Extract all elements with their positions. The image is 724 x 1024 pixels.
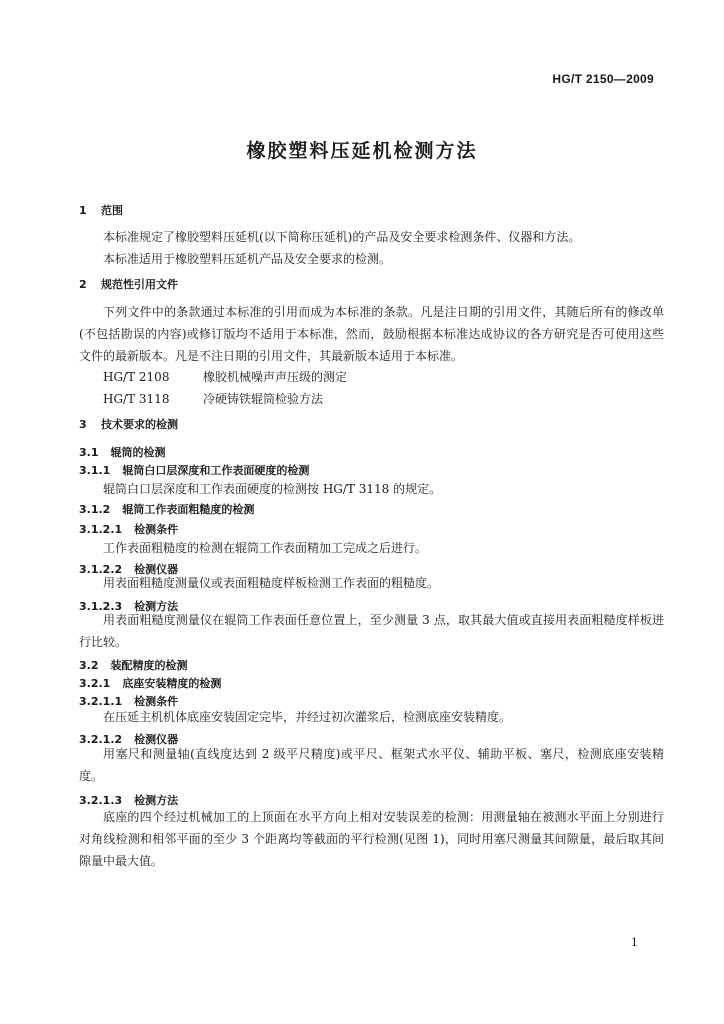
subsection-3-1-1-heading xyxy=(79,462,309,478)
section-title: 底座安装精度的检测 xyxy=(122,677,222,690)
section-number: 3.1.2.3 xyxy=(79,600,123,613)
section-title: 规范性引用文件 xyxy=(101,278,178,291)
reference-list xyxy=(103,366,347,410)
subsection-3-2-1-1-text: 在压延主机机体底座安装固定完毕，并经过初次灌浆后，检测底座安装精度。 xyxy=(103,710,512,724)
section-number: 3.2.1 xyxy=(79,677,111,690)
section-2-heading xyxy=(79,276,178,292)
section-number: 3.1.1 xyxy=(79,464,111,477)
section-title: 技术要求的检测 xyxy=(101,418,178,431)
reference-code: HG/T 2108 xyxy=(103,370,170,384)
section-number: 3.2.1.3 xyxy=(79,794,123,807)
subsection-3-2-1-2-text: 用塞尺和测量轴(直线度达到 2 级平尺精度)或平尺、框架式水平仪、辅助平板、塞尺，检测底座安装精度。 xyxy=(79,747,664,783)
subsection-3-1-1-text: 辊筒白口层深度和工作表面硬度的检测按 HG/T 3118 的规定。 xyxy=(103,482,442,496)
subsection-3-1-2-1-text: 工作表面粗糙度的检测在辊筒工作表面精加工完成之后进行。 xyxy=(103,541,428,555)
subsection-3-2-heading xyxy=(79,657,188,673)
standard-code: HG/T 2150—2009 xyxy=(552,72,654,86)
section-title: 检测仪器 xyxy=(134,563,179,576)
section-1-body xyxy=(79,226,664,270)
section-2-paragraph: 下列文件中的条款通过本标准的引用而成为本标准的条款。凡是注日期的引用文件，其随后所有的修改单(不包括勘误的内容)或修订版均不适用于本标准，然而，鼓励根据本标准达成协议的各方研究是否可使用这些文件的最新版本。凡是不注日期的引用文件，其最新版本适用于本标准。 xyxy=(79,305,664,363)
section-number: 3.2.1.2 xyxy=(79,733,123,746)
reference-item xyxy=(103,388,347,410)
section-number: 1 xyxy=(79,204,87,217)
paragraph: 本标准规定了橡胶塑料压延机(以下简称压延机)的产品及安全要求检测条件、仪器和方法。 xyxy=(103,230,581,244)
subsection-3-1-2-3-text: 用表面粗糙度测量仪在辊筒工作表面任意位置上，至少测量 3 点，取其最大值或直接用表面粗糙度样板进行比较。 xyxy=(79,613,664,649)
section-title: 装配精度的检测 xyxy=(110,659,188,672)
section-number: 3 xyxy=(79,418,87,431)
reference-code: HG/T 3118 xyxy=(103,392,170,406)
section-number: 3.1.2 xyxy=(79,503,111,516)
section-number: 3.1.2.1 xyxy=(79,523,123,536)
section-number: 3.2 xyxy=(79,659,99,672)
section-title: 辊筒白口层深度和工作表面硬度的检测 xyxy=(122,464,310,477)
section-title: 检测条件 xyxy=(134,523,179,536)
page-number: 1 xyxy=(631,936,638,949)
section-number: 3.1 xyxy=(79,446,99,459)
subsection-3-1-heading xyxy=(79,444,166,460)
section-title: 检测条件 xyxy=(134,695,179,708)
paragraph: 本标准适用于橡胶塑料压延机产品及安全要求的检测。 xyxy=(103,252,392,266)
subsection-3-2-1-heading xyxy=(79,675,221,691)
subsection-3-2-1-3-text: 底座的四个经过机械加工的上顶面在水平方向上相对安装误差的检测：用测量轴在被测水平面上分别进行对角线检测和相邻平面的至少 3 个距离均等截面的平行检测(见图 1)，同时用塞尺测量其间隙量，最后取其间隙量中最大值。 xyxy=(79,810,664,868)
section-title: 检测方法 xyxy=(134,600,179,613)
section-3-heading xyxy=(79,416,178,432)
reference-name: 橡胶机械噪声声压级的测定 xyxy=(203,370,348,384)
subsection-3-1-2-heading xyxy=(79,501,254,517)
section-title: 辊筒工作表面粗糙度的检测 xyxy=(122,503,255,516)
subsection-3-1-2-1-heading xyxy=(79,521,178,537)
section-title: 辊筒的检测 xyxy=(110,446,166,459)
section-number: 3.1.2.2 xyxy=(79,563,123,576)
section-title: 检测仪器 xyxy=(134,733,179,746)
document-title: 橡胶塑料压延机检测方法 xyxy=(246,140,478,162)
subsection-3-1-2-2-text: 用表面粗糙度测量仪或表面粗糙度样板检测工作表面的粗糙度。 xyxy=(103,576,440,590)
section-number: 3.2.1.1 xyxy=(79,695,123,708)
reference-item xyxy=(103,366,347,388)
section-1-heading xyxy=(79,202,123,218)
section-title: 范围 xyxy=(101,204,123,217)
section-title: 检测方法 xyxy=(134,794,179,807)
section-number: 2 xyxy=(79,278,87,291)
reference-name: 冷硬铸铁辊筒检验方法 xyxy=(203,392,324,406)
